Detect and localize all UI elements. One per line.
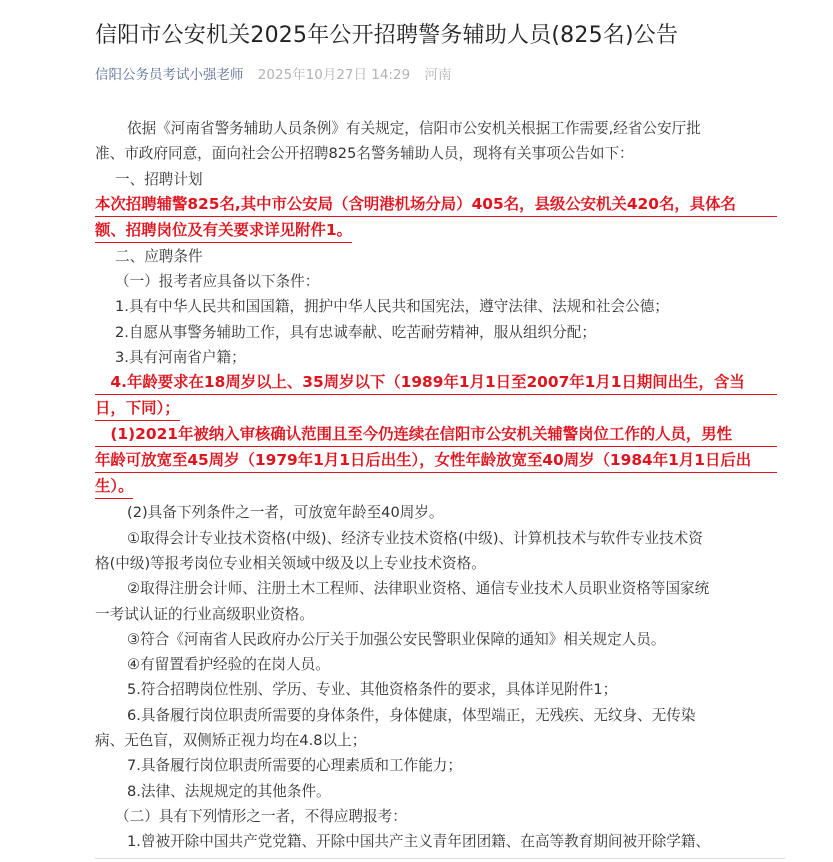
highlighted-text: 生）。 <box>95 475 133 499</box>
article-meta <box>95 63 452 83</box>
highlighted-line <box>95 396 785 422</box>
highlighted-text: 日，下同）； <box>95 397 180 421</box>
divider <box>95 858 785 859</box>
highlighted-line <box>95 192 785 218</box>
text-line: 1.曾被开除中国共产党党籍、开除中国共产主义青年团团籍、在高等教育期间被开除学籍、 <box>127 833 711 851</box>
text-line: 6.具备履行岗位职责所需要的身体条件，身体健康，体型端正，无残疾、无纹身、无传染 <box>127 706 696 724</box>
highlighted-line <box>95 218 785 244</box>
highlighted-text: 年龄可放宽至45周岁（1979年1月1日后出生），女性年龄放宽至40周岁（1984年1月1日后出 <box>95 449 777 473</box>
highlighted-line <box>95 448 785 474</box>
text-line: ②取得注册会计师、注册土木工程师、法律职业资格、通信专业技术人员职业资格等国家统 <box>127 580 710 598</box>
text-line: 准、市政府同意，面向社会公开招聘825名警务辅助人员，现将有关事项公告如下： <box>95 145 634 163</box>
publish-location: 河南 <box>424 67 452 83</box>
text-line: 1.具有中华人民共和国国籍，拥护中华人民共和国宪法，遵守法律、法规和社会公德； <box>115 298 669 316</box>
text-line: （一）报考者应具备以下条件： <box>115 273 320 291</box>
highlighted-text: 4.年龄要求在18周岁以上、35周岁以下（1989年1月1日至2007年1月1日期间出生，含当 <box>95 371 777 395</box>
article-title: 信阳市公安机关2025年公开招聘警务辅助人员(825名)公告 <box>95 23 679 48</box>
highlighted-text: 本次招聘辅警825名,其中市公安局（含明港机场分局）405名，县级公安机关420名，具体名 <box>95 193 777 217</box>
text-line: 二、应聘条件 <box>115 247 203 265</box>
text-line: ①取得会计专业技术资格(中级)、经济专业技术资格(中级)、计算机技术与软件专业技术资 <box>127 529 703 547</box>
text-line: 2.自愿从事警务辅助工作，具有忠诚奉献、吃苦耐劳精神，服从组织分配； <box>115 323 596 341</box>
highlighted-text: (1)2021年被纳入审核确认范围且至今仍连续在信阳市公安机关辅警岗位工作的人员，男性 <box>95 423 777 447</box>
text-line: 5.符合招聘岗位性别、学历、专业、其他资格条件的要求，具体详见附件1； <box>127 681 618 699</box>
author-link[interactable]: 信阳公务员考试小强老师 <box>95 67 244 83</box>
highlighted-line <box>95 474 785 500</box>
text-line: 7.具备履行岗位职责所需要的心理素质和工作能力； <box>127 757 462 775</box>
highlighted-line <box>95 370 785 396</box>
text-line: ④有留置看护经验的在岗人员。 <box>127 656 330 674</box>
text-line: ③符合《河南省人民政府办公厅关于加强公安民警职业保障的通知》相关规定人员。 <box>127 630 666 648</box>
text-line: 病、无色盲，双侧矫正视力均在4.8以上； <box>95 732 367 750</box>
text-line: 一、招聘计划 <box>115 170 203 188</box>
publish-date: 2025年10月27日 14:29 <box>257 67 411 83</box>
highlighted-line <box>95 422 785 448</box>
highlighted-text: 额、招聘岗位及有关要求详见附件1。 <box>95 219 352 243</box>
text-line: 依据《河南省警务辅助人员条例》有关规定，信阳市公安机关根据工作需要,经省公安厅批 <box>127 120 701 137</box>
text-line: 3.具有河南省户籍； <box>115 349 246 367</box>
text-line: （二）具有下列情形之一者，不得应聘报考： <box>115 807 407 825</box>
text-line: (2)具备下列条件之一者，可放宽年龄至40周岁。 <box>127 504 444 522</box>
text-line: 一考试认证的行业高级职业资格。 <box>95 605 314 623</box>
text-line: 格(中级)等报考岗位专业相关领域中级及以上专业技术资格。 <box>95 554 486 572</box>
text-line: 8.法律、法规规定的其他条件。 <box>127 782 331 800</box>
article-body <box>95 116 785 855</box>
